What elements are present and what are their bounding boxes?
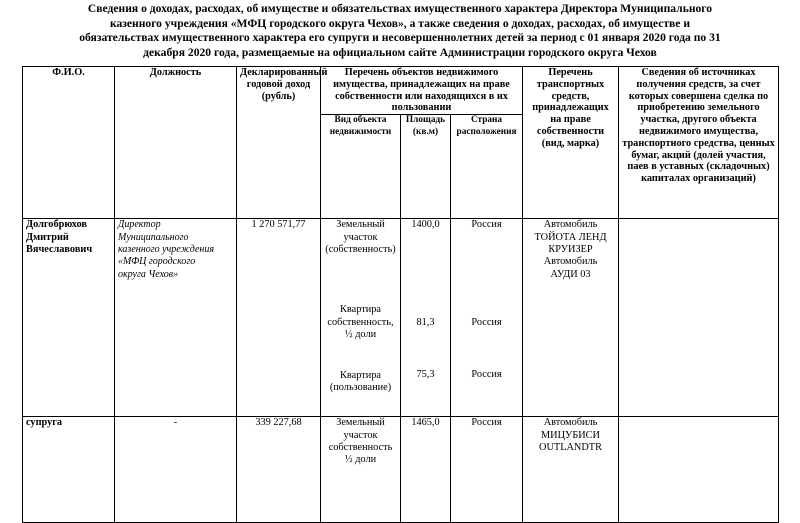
cell-fio — [23, 219, 115, 417]
vehicle-line: КРУИЗЕР — [548, 244, 593, 255]
cell-sources — [619, 219, 779, 417]
cell-position — [115, 219, 237, 417]
realty-line: Земельный — [336, 417, 385, 429]
cell-sources — [619, 417, 779, 523]
area-value: 75,3 — [416, 369, 435, 380]
country-value: Россия — [471, 369, 502, 380]
title-line: казенного учреждения «МФЦ городского округа Чехов», а также сведения о доходах, расходах, об имуществе и — [109, 16, 691, 30]
vehicle-line: МИЦУБИСИ — [541, 429, 600, 441]
table-row — [23, 219, 779, 417]
header-realty-area: Площадь (кв.м) — [401, 115, 451, 219]
fio-line: Долгобрюхов — [26, 219, 87, 231]
header-realty-type: Вид объекта недвижимости — [321, 115, 401, 219]
realty-line: Квартира — [340, 304, 381, 316]
header-fio: Ф.И.О. — [23, 67, 115, 219]
header-realty-country: Страна расположения — [451, 115, 523, 219]
cell-realty-type — [321, 417, 401, 523]
realty-line: Земельный — [336, 219, 385, 231]
vehicle-line: АУДИ 03 — [550, 268, 591, 280]
header-vehicles: Перечень транспортных средств, принадлежащих на праве собственности (вид, марка) — [523, 67, 619, 219]
area-value: 81,3 — [416, 316, 435, 328]
cell-vehicles — [523, 219, 619, 417]
country-value: Россия — [471, 219, 502, 231]
realty-line: Квартира — [340, 369, 381, 381]
realty-line: (пользование) — [329, 382, 392, 394]
vehicle-line: Автомобиль — [543, 256, 598, 268]
cell-realty-country — [451, 219, 523, 417]
cell-realty-type — [321, 219, 401, 417]
realty-line: ½ доли — [344, 454, 377, 466]
cell-realty-country: Россия — [451, 417, 523, 523]
position-line: «МФЦ городского — [118, 256, 196, 268]
cell-income: 1 270 571,77 — [237, 219, 321, 417]
table-row — [23, 417, 779, 523]
fio-line: Дмитрий — [26, 231, 69, 243]
vehicle-line: Автомобиль — [543, 219, 598, 231]
realty-line: участок — [343, 231, 378, 243]
header-sources: Сведения об источниках получения средств, за счет которых совершена сделка по приобретению земельного участка, другого объекта недвижимого имущества, транспортного средства, ценных бумаг, акций (долей участия, паев в уставных (складочных) капиталах организаций) — [619, 67, 779, 219]
document-title — [8, 2, 792, 60]
position-line: Директор — [118, 219, 161, 231]
title-line: декабря 2020 года, размещаемые на официальном сайте Администрации городского округа Чехов — [143, 45, 657, 59]
cell-realty-area — [401, 219, 451, 417]
vehicle-line: ТОЙОТА ЛЕНД — [534, 231, 607, 243]
cell-realty-area: 1465,0 — [401, 417, 451, 523]
income-declaration-table — [22, 66, 779, 523]
vehicle-line: OUTLANDTR — [539, 442, 602, 453]
header-position: Должность — [115, 67, 237, 219]
title-line: Сведения о доходах, расходах, об имуществе и обязательствах имущественного характера Директора Муниципального — [87, 2, 713, 15]
cell-vehicles — [523, 417, 619, 523]
header-income: Декларированный годовой доход (рубль) — [237, 67, 321, 219]
realty-line: участок — [343, 429, 378, 441]
position-line: казенного учреждения — [118, 244, 215, 255]
vehicle-line: Автомобиль — [543, 417, 598, 429]
realty-line: собственность — [328, 442, 393, 453]
fio-line: Вячеславович — [26, 244, 93, 255]
realty-line: собственность, — [327, 316, 394, 328]
cell-position: - — [115, 417, 237, 523]
header-realty: Перечень объектов недвижимого имущества, принадлежащих на праве собственности или находящихся в их пользовании — [321, 67, 523, 115]
cell-fio: супруга — [23, 417, 115, 523]
position-line: Муниципального — [118, 231, 189, 243]
area-value: 1400,0 — [411, 219, 440, 231]
position-line: округа Чехов» — [118, 268, 179, 280]
realty-line: ½ доли — [344, 329, 377, 341]
country-value: Россия — [471, 316, 502, 328]
title-line: обязательствах имущественного характера его супруги и несовершеннолетних детей за период с 01 января 2020 года по 31 — [79, 31, 721, 45]
realty-line: (собственность) — [325, 244, 396, 255]
cell-income: 339 227,68 — [237, 417, 321, 523]
